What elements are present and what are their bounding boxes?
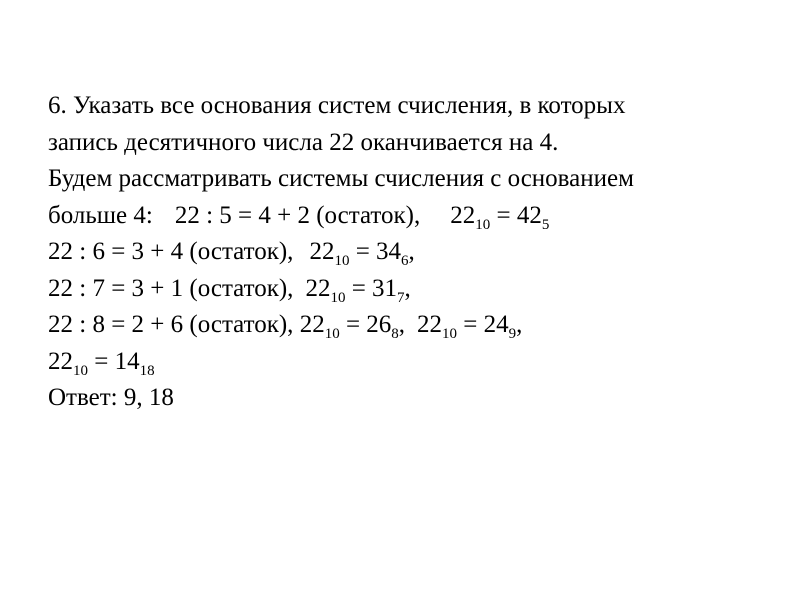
division-base-8: 22 : 8 = 2 + 6 (остаток),: [48, 311, 294, 338]
conversion-base-6: $22_{10} = 34_6$,: [309, 238, 415, 269]
problem-statement-1: 6. Указать все основания систем счисления, в которых: [48, 92, 626, 119]
solution-intro-end: больше 4:: [48, 201, 153, 229]
conversion-base-8: $22_{10} = 26_8$,: [299, 311, 406, 342]
problem-line-3: [48, 161, 788, 198]
problem-line-8: [48, 344, 788, 381]
problem-line-5: [48, 234, 788, 271]
problem-line-1: [48, 88, 788, 125]
division-base-7: 22 : 7 = 3 + 1 (остаток),: [48, 274, 294, 302]
answer-line: [48, 380, 788, 417]
conversion-base-18: $22_{10} = 14_{18}$: [48, 347, 155, 379]
answer: Ответ: 9, 18: [48, 384, 174, 411]
problem-text: [48, 88, 788, 417]
problem-line-2: [48, 125, 788, 162]
conversion-base-7: $22_{10} = 31_7$,: [305, 274, 411, 306]
problem-line-4: [48, 198, 788, 235]
division-base-5: 22 : 5 = 4 + 2 (остаток),: [174, 201, 421, 229]
solution-intro: Будем рассматривать системы счисления с основанием: [48, 165, 634, 192]
problem-line-6: [48, 271, 788, 308]
conversion-base-5: $22_{10} = 42_5$: [450, 201, 550, 233]
division-base-6: 22 : 6 = 3 + 4 (остаток),: [48, 238, 294, 265]
problem-statement-2: запись десятичного числа 22 оканчивается на 4.: [48, 128, 559, 156]
problem-line-7: [48, 307, 788, 344]
conversion-base-9: $22_{10} = 24_9$,: [417, 311, 523, 342]
